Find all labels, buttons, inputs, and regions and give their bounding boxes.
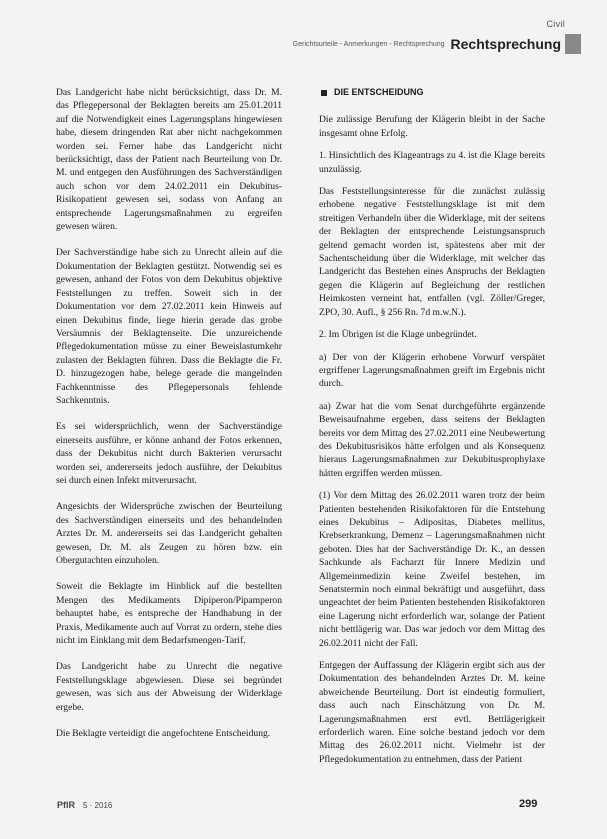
- left-column: [56, 86, 282, 753]
- paragraph: Es sei widersprüchlich, wenn der Sachverständige einerseits ausführe, er könne anhand der Fotos erkennen, dass der Dekubitus nicht durch Bakterien verursacht worden sei, andererseits jedoch ausführe, der Dekubitus sei durch einen Infekt mitverursacht.: [56, 421, 282, 486]
- right-column: [319, 86, 545, 775]
- journal-name: PflR: [57, 800, 75, 810]
- page-number: 299: [519, 798, 538, 810]
- paragraph: Soweit die Beklagte im Hinblick auf die bestellten Mengen des Medikaments Dipiperon/Pipamperon behauptet habe, es entspreche der Handhabung in der Praxis, Medikamente auch auf Vorrat zu ordern, stehe dies nicht im Einklang mit dem Bedarfsmengen-Tarif.: [56, 581, 282, 647]
- section-heading: [319, 86, 545, 99]
- paragraph: 2. Im Übrigen ist die Klage unbegründet.: [319, 329, 477, 341]
- section-heading-text: DIE ENTSCHEIDUNG: [334, 87, 424, 97]
- paragraph: (1) Vor dem Mittag des 26.02.2011 waren trotz der beim Patienten bestehenden Risikofaktoren für die Entstehung eines Dekubitus – Adipositas, Diabetes mellitus, Krebserkrankung, Demenz – Lagerungsmaßnahmen nicht geboten. Dies hat der Sachverständige Dr. K., an dessen Sachkunde als Facharzt für Innere Medizin und Allgemeinmedizin keine Zweifel bestehen, im Senatstermin noch einmal bekräftigt und ausgeführt, dass ungeachtet der beim Patienten bestehenden Risikofaktoren eine Lagerung nicht erforderlich war, solange der Patient nicht bettlägerig war. Das war jedoch vor dem Mittag des 26.02.2011 nicht der Fall.: [319, 490, 545, 649]
- header-subtitle: Gerichtsurteile - Anmerkungen - Rechtsprechung: [292, 40, 445, 48]
- header-corner-label: Civil: [546, 19, 565, 29]
- paragraph: Die zulässige Berufung der Klägerin bleibt in der Sache insgesamt ohne Erfolg.: [319, 114, 545, 139]
- paragraph: Das Feststellungsinteresse für die zunächst zulässig erhobene negative Feststellungsklage ist mit dem streitigen Verhandeln über die Widerklage, mit der seitens der Beklagten der entsprechende Leistungsanspruch geltend gemacht worden ist, spätestens aber mit der Sachentscheidung über die Widerklage, mit welcher das Landgericht das Bestehen eines Anspruchs der Beklagten gegen die Klägerin auf Begleichung der restlichen Heimkosten verneint hat, entfallen (vgl. Zöller/Greger, ZPO, 30. Aufl., § 256 Rn. 7d m.w.N.).: [319, 186, 545, 318]
- paragraph: Der Sachverständige habe sich zu Unrecht allein auf die Dokumentation der Beklagten gestützt. Notwendig sei es gewesen, anhand der Fotos von dem Dekubitus objektive Feststellungen zu treffen. Soweit sich in der Dokumentation vor dem 27.02.2011 kein Hinweis auf einen Dekubitus finde, liege hierin gerade das grobe Versäumnis der Beklagtenseite. Die unzureichende Pflegedokumentation müsse zu einer Beweislastumkehr zulasten der Beklagten führen. Dass die Beklagte die Fr. D. hinzugezogen habe, belege gerade die mangelnden Fachkenntnisse des Pflegepersonals fehlende Sachkenntnis.: [56, 247, 282, 406]
- paragraph: Entgegen der Auffassung der Klägerin ergibt sich aus der Dokumentation des behandelnden Arztes Dr. M. keine abweichende Beurteilung. Dort ist eindeutig formuliert, dass auch nach Einschätzung von Dr. M. Lagerungsmaßnahmen erst evtl. Bettlägerigkeit erforderlich waren. Eine solche bestand jedoch vor dem Mittag des 26.02.2011 nicht. Vielmehr ist der Pflegedokumentation zu entnehmen, dass der Patient: [319, 660, 545, 765]
- square-bullet-icon: [321, 90, 327, 96]
- paragraph: Die Beklagte verteidigt die angefochtene Entscheidung.: [56, 728, 271, 740]
- page-footer-left: [57, 800, 112, 810]
- header-tab-marker: [565, 34, 581, 54]
- paragraph: 1. Hinsichtlich des Klageantrags zu 4. ist die Klage bereits unzulässig.: [319, 150, 545, 175]
- journal-issue: 5 · 2016: [83, 801, 113, 810]
- paragraph: Das Landgericht habe zu Unrecht die negative Feststellungsklage abgewiesen. Diese sei begründet gewesen, was sich aus der Abweisung der Widerklage ergebe.: [56, 661, 282, 713]
- paragraph: aa) Zwar hat die vom Senat durchgeführte ergänzende Beweisaufnahme ergeben, dass seitens der Beklagten bereits vor dem Mittag des 27.02.2011 eine Neubewertung des Dekubitusrisikos hätte erfolgen und als Konsequenz hieraus Lagerungsmaßnahmen zur Dekubitusprophylaxe hätten ergriffen werden müssen.: [319, 400, 545, 479]
- header-title: Rechtsprechung: [450, 36, 561, 52]
- paragraph: Das Landgericht habe nicht berücksichtigt, dass Dr. M. das Pflegepersonal der Beklagten bereits am 25.01.2011 auf die Notwendigkeit eines Lagerungsplans hingewiesen habe, diesem dringenden Rat aber nicht nachgekommen worden sei. Ferner habe das Landgericht nicht berücksichtigt, dass der Patient nach Beurteilung von Dr. M. und entgegen den Ausführungen des Sachverständigen auch schon vor dem 24.02.2011 ein Dekubitus-Risikopatient gewesen sei, sodass von Anfang an entsprechende Lagerungsmaßnahmen zu ergreifen gewesen wären.: [56, 87, 282, 233]
- paragraph: Angesichts der Widersprüche zwischen der Beurteilung des Sachverständigen einerseits und des behandelnden Arztes Dr. M. andererseits sei das Landgericht gehalten gewesen, Dr. M. als Zeugen zu hören bzw. ein Obergutachten einzuholen.: [56, 501, 282, 566]
- page-header: [292, 19, 607, 54]
- paragraph: a) Der von der Klägerin erhobene Vorwurf verspätet ergriffener Lagerungsmaßnahmen greift im Ergebnis nicht durch.: [319, 351, 545, 390]
